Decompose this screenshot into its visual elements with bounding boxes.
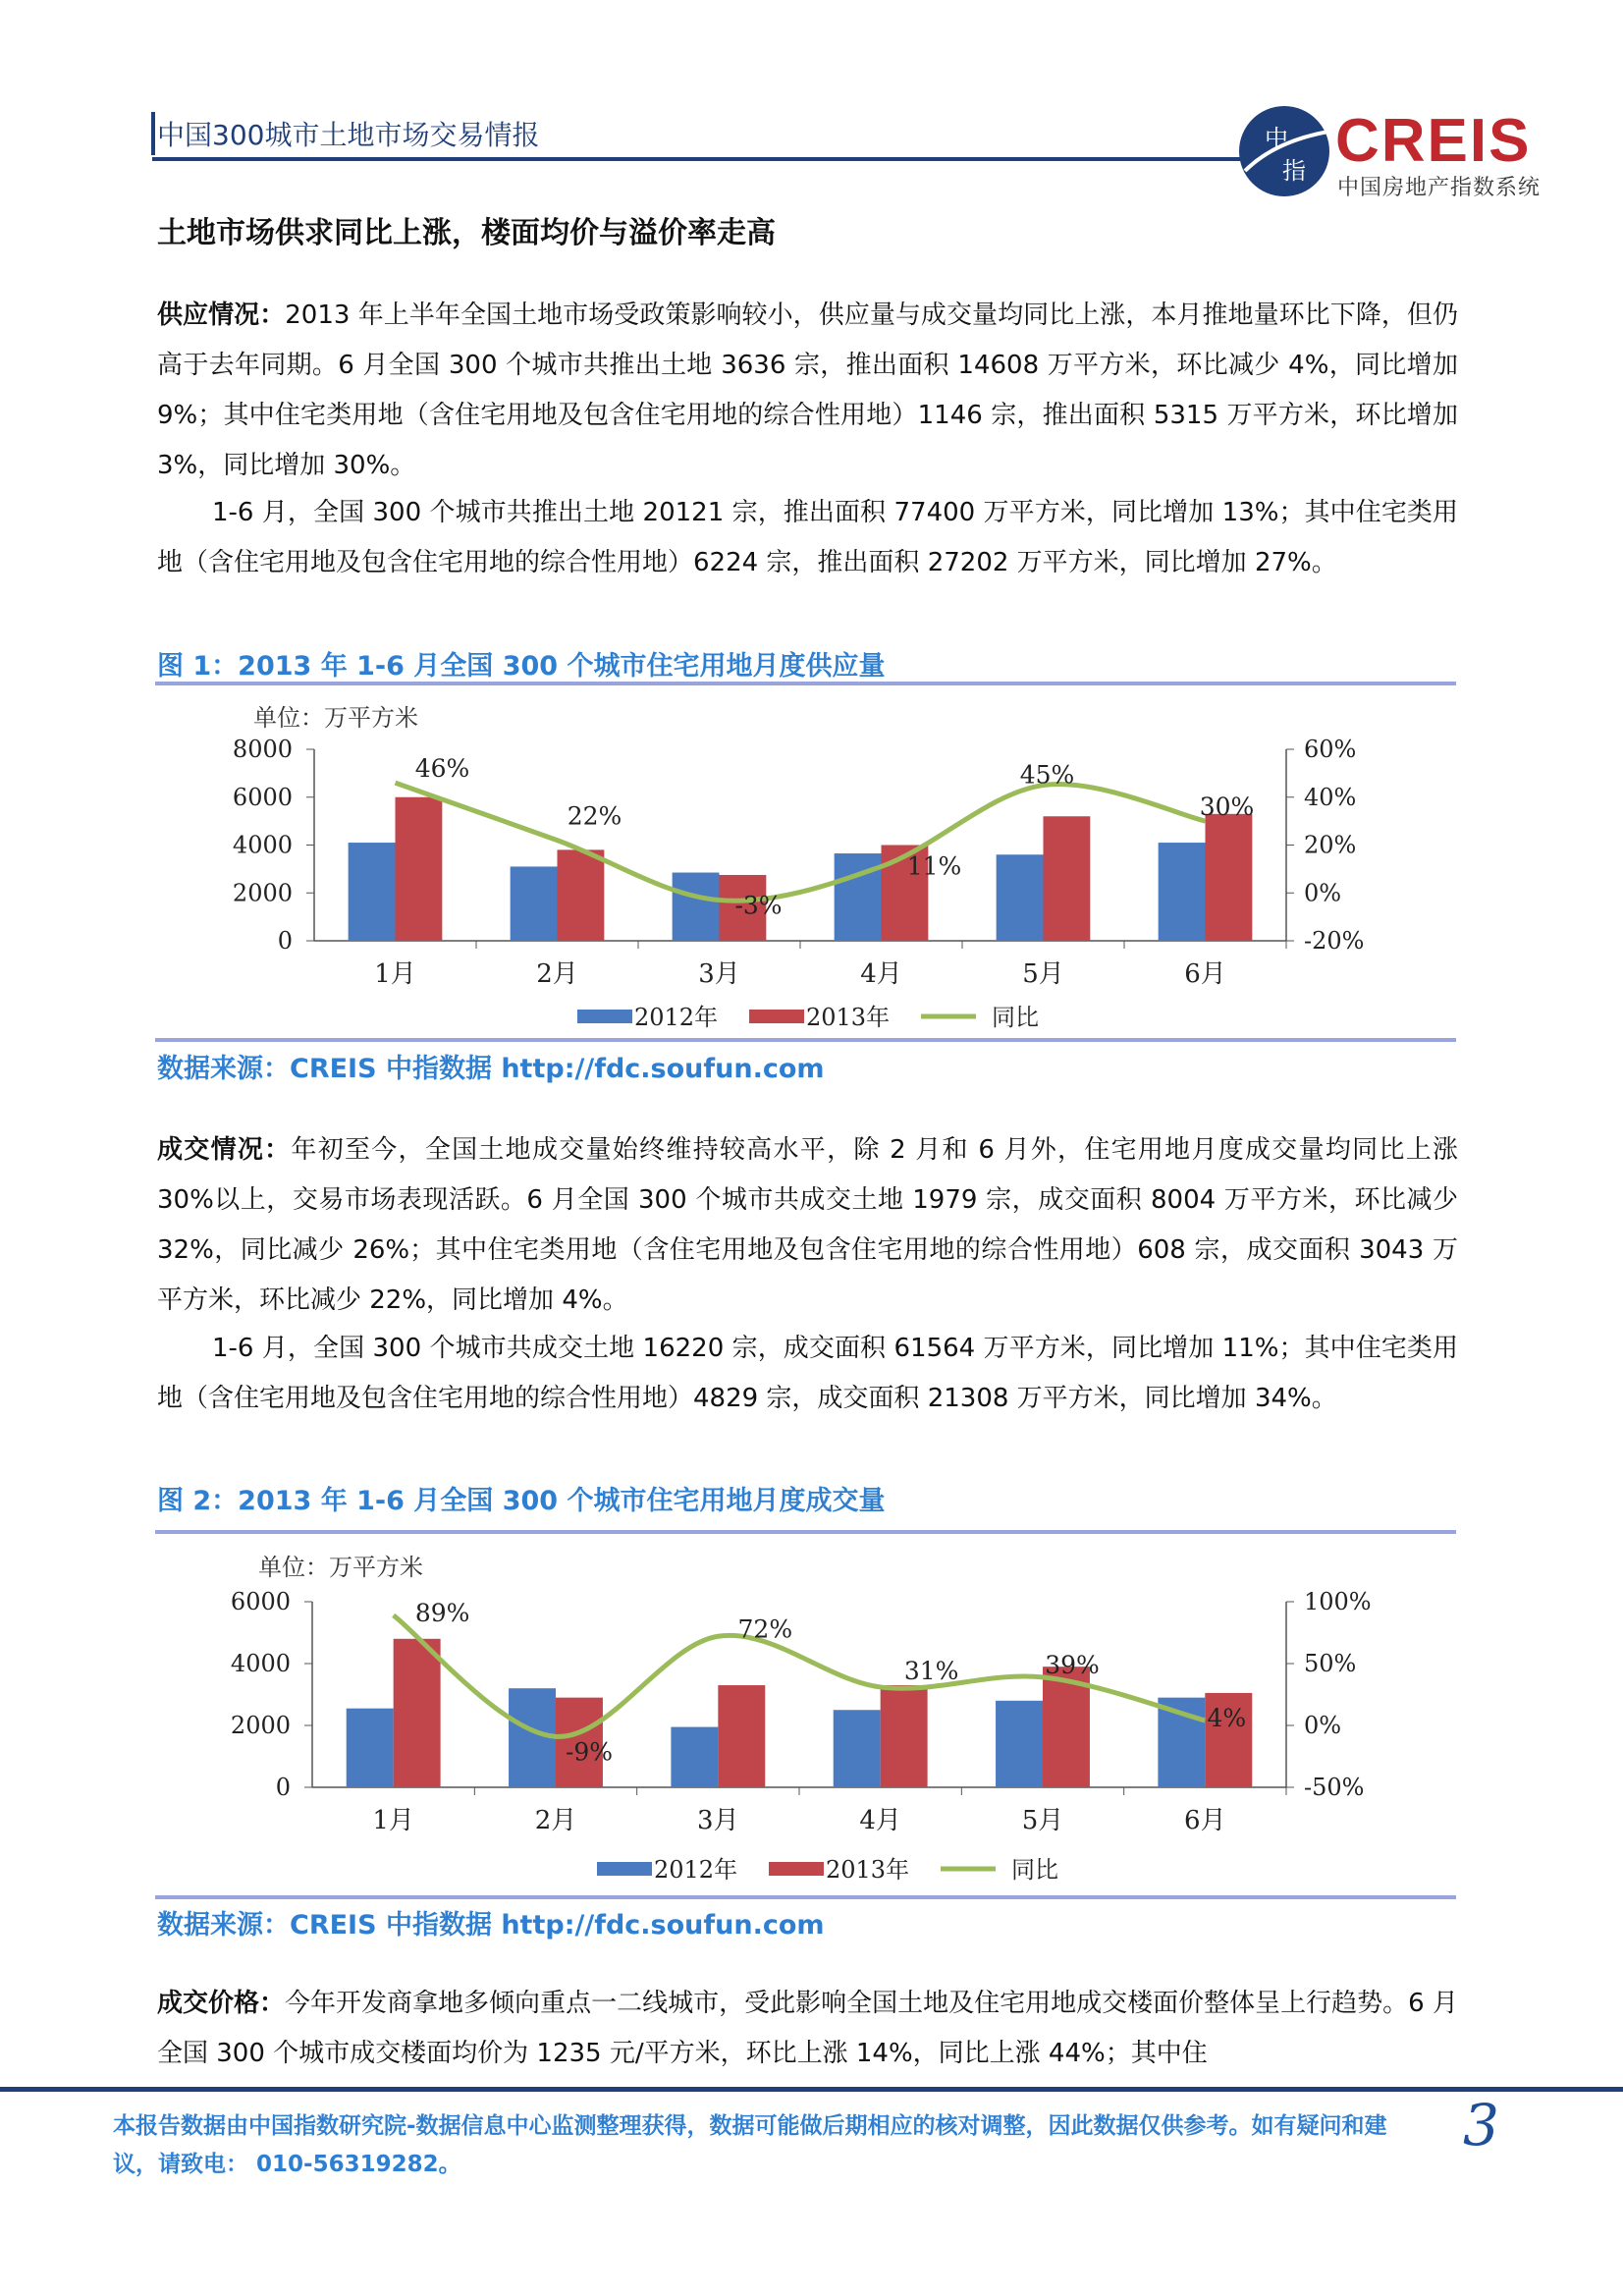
yoy-data-label: 11% bbox=[906, 851, 962, 881]
supply-paragraph-1 bbox=[157, 291, 1458, 491]
bar-2013年-1月 bbox=[396, 797, 443, 941]
bar-2013年-6月 bbox=[1206, 814, 1253, 941]
legend-label: 同比 bbox=[992, 1004, 1039, 1031]
creis-logo-subtitle: 中国房地产指数系统 bbox=[1337, 176, 1542, 200]
y2-tick-label: 20% bbox=[1304, 831, 1357, 859]
bar-2013年-5月 bbox=[1044, 816, 1091, 941]
creis-logo-text: CREIS bbox=[1335, 107, 1532, 175]
bar-2013年-3月 bbox=[718, 1685, 765, 1787]
y-tick-label: 6000 bbox=[232, 783, 293, 811]
figure-2-title: 图 2：2013 年 1-6 月全国 300 个城市住宅用地月度成交量 bbox=[157, 1486, 886, 1516]
legend-label: 2013年 bbox=[806, 1004, 891, 1031]
bar-2013年-1月 bbox=[394, 1639, 441, 1787]
yoy-data-label: -3% bbox=[734, 891, 783, 920]
bar-2012年-5月 bbox=[996, 1701, 1043, 1787]
figure-1-source: 数据来源：CREIS 中指数据 http://fdc.soufun.com bbox=[157, 1054, 825, 1084]
y2-tick-label: 0% bbox=[1304, 879, 1342, 907]
header-rule bbox=[152, 157, 1262, 161]
x-tick-label: 6月 bbox=[1184, 1806, 1226, 1835]
logo-mark-char-2: 指 bbox=[1282, 157, 1306, 185]
y-tick-label: 0 bbox=[277, 927, 293, 955]
supply-text-1: 2013 年上半年全国土地市场受政策影响较小，供应量与成交量均同比上涨，本月推地量环比下降，但仍高于去年同期。6 月全国 300 个城市共推出土地 3636 宗，推出面积 14608 万平方米，环比减少 4%，同比增加 9%；其中住宅类用地（含住宅用地及包含住宅用地的综合性用地）1146 宗，推出面积 5315 万平方米，环比增加 3%，同比增加 30%。 bbox=[157, 301, 1458, 480]
figure-1-chart bbox=[155, 692, 1461, 1036]
x-tick-label: 3月 bbox=[697, 1806, 739, 1835]
unit-label: 单位：万平方米 bbox=[253, 704, 418, 732]
x-tick-label: 6月 bbox=[1184, 959, 1226, 989]
figure-1-top-rule bbox=[155, 682, 1456, 685]
figure-2-bottom-rule bbox=[155, 1895, 1456, 1899]
x-tick-label: 2月 bbox=[534, 1806, 577, 1835]
unit-label: 单位：万平方米 bbox=[258, 1554, 423, 1581]
figure-1-title: 图 1：2013 年 1-6 月全国 300 个城市住宅用地月度供应量 bbox=[157, 651, 886, 682]
legend-label: 2012年 bbox=[654, 1856, 738, 1884]
legend-label: 同比 bbox=[1011, 1856, 1058, 1884]
bar-2012年-6月 bbox=[1159, 843, 1206, 941]
x-tick-label: 5月 bbox=[1022, 959, 1064, 989]
deal-paragraph-2: 1-6 月，全国 300 个城市共成交土地 16220 宗，成交面积 61564 万平方米，同比增加 11%；其中住宅类用地（含住宅用地及包含住宅用地的综合性用地）4829 宗，成交面积 21308 万平方米，同比增加 34%。 bbox=[157, 1334, 1458, 1413]
x-tick-label: 1月 bbox=[374, 959, 416, 989]
legend-swatch-2013年 bbox=[749, 1010, 804, 1023]
yoy-data-label: 39% bbox=[1045, 1650, 1100, 1679]
legend-swatch-2013年 bbox=[769, 1862, 824, 1876]
figure-2-chart bbox=[155, 1540, 1461, 1898]
figure-2-top-rule bbox=[155, 1530, 1456, 1534]
yoy-data-label: 4% bbox=[1207, 1703, 1247, 1732]
y2-tick-label: -50% bbox=[1304, 1774, 1365, 1801]
deal-text-1: 年初至今，全国土地成交量始终维持较高水平，除 2 月和 6 月外，住宅用地月度成交量均同比上涨 30%以上，交易市场表现活跃。6 月全国 300 个城市共成交土地 1979 宗，成交面积 8004 万平方米，环比减少 32%，同比减少 26%；其中住宅类用地（含住宅用地及包含住宅用地的综合性用地）608 宗，成交面积 3043 万平方米，环比减少 22%，同比增加 4%。 bbox=[157, 1135, 1458, 1315]
y-tick-label: 6000 bbox=[230, 1588, 291, 1615]
y-tick-label: 4000 bbox=[230, 1650, 291, 1677]
supply-paragraph-2: 1-6 月，全国 300 个城市共推出土地 20121 宗，推出面积 77400 万平方米，同比增加 13%；其中住宅类用地（含住宅用地及包含住宅用地的综合性用地）6224 宗，推出面积 27202 万平方米，同比增加 27%。 bbox=[157, 498, 1458, 577]
yoy-data-label: 30% bbox=[1199, 793, 1255, 822]
x-tick-label: 1月 bbox=[372, 1806, 414, 1835]
bar-2012年-2月 bbox=[511, 866, 558, 941]
legend-label: 2013年 bbox=[826, 1856, 910, 1884]
logo-mark-char-1: 中 bbox=[1265, 125, 1288, 152]
yoy-data-label: -9% bbox=[565, 1737, 614, 1767]
legend-swatch-2012年 bbox=[597, 1862, 652, 1876]
figure-1-bottom-rule bbox=[155, 1038, 1456, 1042]
yoy-data-label: 31% bbox=[903, 1656, 959, 1685]
y2-tick-label: 50% bbox=[1304, 1650, 1357, 1677]
y2-tick-label: 60% bbox=[1304, 736, 1357, 763]
page-number: 3 bbox=[1463, 2092, 1499, 2159]
y-tick-label: 0 bbox=[275, 1774, 291, 1801]
price-label: 成交价格： bbox=[157, 1989, 286, 2018]
y2-tick-label: 100% bbox=[1304, 1588, 1372, 1615]
bar-2013年-4月 bbox=[881, 1685, 928, 1787]
x-tick-label: 5月 bbox=[1021, 1806, 1064, 1835]
x-tick-label: 4月 bbox=[860, 959, 902, 989]
y2-tick-label: 40% bbox=[1304, 783, 1357, 811]
x-tick-label: 4月 bbox=[859, 1806, 901, 1835]
yoy-data-label: 46% bbox=[414, 754, 470, 784]
legend-swatch-2012年 bbox=[577, 1010, 632, 1023]
yoy-data-label: 72% bbox=[737, 1614, 793, 1644]
deal-label: 成交情况： bbox=[157, 1135, 292, 1165]
yoy-data-label: 22% bbox=[567, 801, 622, 831]
section-title: 土地市场供求同比上涨，楼面均价与溢价率走高 bbox=[157, 216, 776, 250]
y2-tick-label: -20% bbox=[1304, 927, 1365, 955]
footer-note: 本报告数据由中国指数研究院-数据信息中心监测整理获得，数据可能做后期相应的核对调整，因此数据仅供参考。如有疑问和建议，请致电： 010-56319282。 bbox=[113, 2113, 1387, 2177]
x-tick-label: 3月 bbox=[698, 959, 740, 989]
price-paragraph-1 bbox=[157, 1979, 1458, 2079]
bar-2012年-1月 bbox=[347, 1709, 394, 1787]
header-accent-bar bbox=[151, 112, 155, 155]
legend-label: 2012年 bbox=[634, 1004, 719, 1031]
bar-2012年-3月 bbox=[673, 873, 720, 941]
bar-2013年-2月 bbox=[558, 849, 605, 941]
price-text-1: 今年开发商拿地多倾向重点一二线城市，受此影响全国土地及住宅用地成交楼面价整体呈上行趋势。6 月全国 300 个城市成交楼面均价为 1235 元/平方米，环比上涨 14%，同比上涨 44%；其中住 bbox=[157, 1989, 1458, 2068]
x-tick-label: 2月 bbox=[536, 959, 578, 989]
y-tick-label: 2000 bbox=[230, 1712, 291, 1739]
creis-logo-icon bbox=[1235, 102, 1333, 200]
bar-2012年-1月 bbox=[349, 843, 396, 941]
y2-tick-label: 0% bbox=[1304, 1712, 1342, 1739]
bar-2012年-5月 bbox=[997, 854, 1044, 941]
deal-paragraph-1 bbox=[157, 1125, 1458, 1326]
yoy-data-label: 45% bbox=[1019, 760, 1075, 790]
yoy-data-label: 89% bbox=[414, 1598, 470, 1627]
footer-rule bbox=[0, 2087, 1623, 2092]
y-tick-label: 2000 bbox=[232, 879, 293, 907]
y-tick-label: 4000 bbox=[232, 831, 293, 859]
supply-label: 供应情况： bbox=[157, 301, 286, 330]
y-tick-label: 8000 bbox=[232, 736, 293, 763]
bar-2012年-3月 bbox=[671, 1727, 718, 1787]
bar-2012年-4月 bbox=[834, 1710, 881, 1787]
figure-2-source: 数据来源：CREIS 中指数据 http://fdc.soufun.com bbox=[157, 1910, 825, 1941]
report-title: 中国300城市土地市场交易情报 bbox=[157, 119, 540, 151]
